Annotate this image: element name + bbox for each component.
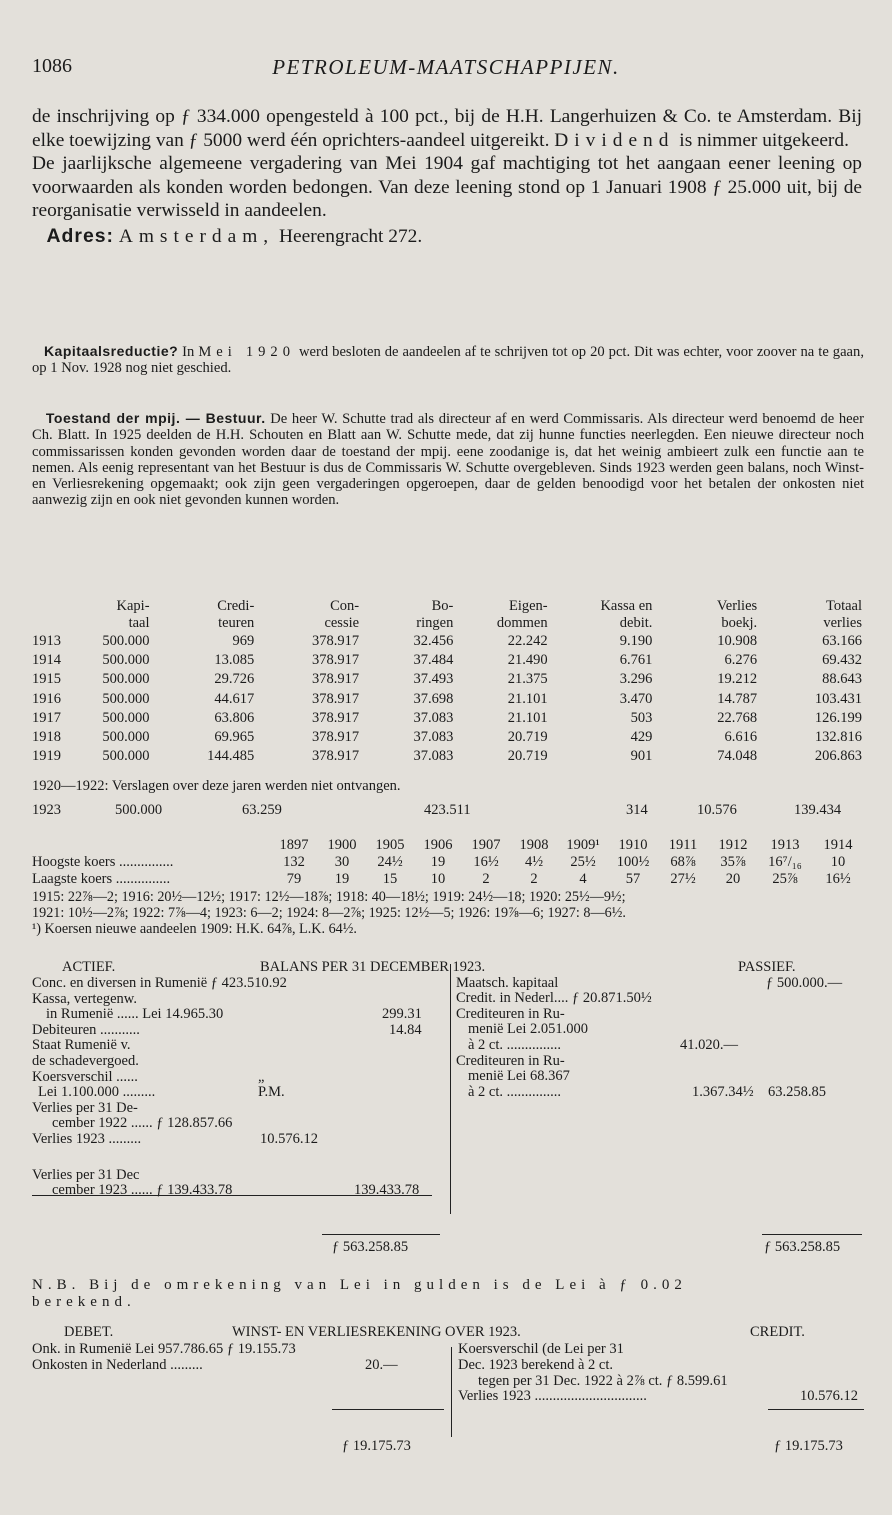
table-cell: 4 — [579, 871, 587, 887]
statement-line: à 2 ct. ............... — [468, 1083, 562, 1100]
table-cell: 19.212 — [717, 671, 758, 688]
table-cell: 1914 — [823, 837, 853, 853]
table-cell: 1900 — [327, 837, 357, 853]
table-cell: 1914 — [32, 652, 61, 669]
table-cell: 1906 — [423, 837, 453, 853]
table-cell: 69.432 — [822, 652, 862, 669]
table-cell: 79 — [286, 871, 302, 887]
table-cell: 901 — [630, 748, 653, 765]
statement-line: „ — [258, 1068, 265, 1085]
address-line — [32, 225, 862, 249]
statement-line: Dec. 1923 berekend à 2 ct. — [458, 1356, 614, 1373]
table-cell: 21.375 — [507, 671, 548, 688]
table-cell: 25⅞ — [772, 871, 798, 887]
table-row — [30, 709, 864, 728]
table-cell: 144.485 — [207, 748, 255, 765]
table-cell: 3.470 — [619, 690, 653, 707]
balance-sheet — [32, 960, 864, 1260]
table-cell: 19 — [430, 854, 446, 870]
column-divider — [450, 964, 451, 1214]
table-cell: 15 — [382, 871, 398, 887]
table-cell: 6.276 — [724, 652, 758, 669]
statement-line: 299.31 — [382, 1006, 422, 1023]
column-header: Credi- — [217, 598, 255, 614]
statement-line: cember 1922 ...... ƒ 128.857.66 — [52, 1115, 233, 1132]
koers-laagste-row — [32, 871, 864, 888]
cell: 63.259 — [242, 802, 282, 818]
column-header: boekj. — [721, 615, 758, 631]
table-cell: 10 — [430, 871, 446, 887]
table-cell: 16½ — [473, 854, 499, 870]
column-header: Eigen- — [508, 598, 548, 614]
kapitaalsreductie-heading: Kapitaalsreductie? — [43, 343, 179, 359]
cell: 314 — [626, 802, 648, 818]
table-cell: 1916 — [32, 690, 61, 707]
financial-table — [30, 598, 864, 766]
statement-line: de schadevergoed. — [32, 1053, 139, 1069]
statement-line: Credit. in Nederl.... ƒ 20.871.50½ — [456, 990, 652, 1007]
credit-heading: CREDIT. — [750, 1324, 805, 1340]
debet-total: ƒ 19.175.73 — [342, 1438, 411, 1454]
column-header: ringen — [416, 615, 454, 631]
table-cell: 30 — [334, 854, 350, 870]
table-cell: 24½ — [377, 854, 403, 870]
table-cell: 3.296 — [619, 671, 653, 688]
divider — [768, 1409, 864, 1410]
table-cell: 29.726 — [214, 671, 255, 688]
column-header — [30, 615, 89, 632]
table-cell: 44.617 — [214, 690, 255, 707]
page-title: PETROLEUM-MAATSCHAPPIJEN. — [272, 55, 620, 79]
table-cell: 1910 — [618, 837, 648, 853]
statement-line: Kassa, vertegenw. — [32, 990, 137, 1007]
table-cell: 2 — [530, 871, 538, 887]
table-row — [30, 728, 864, 747]
row-label — [32, 837, 270, 854]
table-row — [30, 632, 864, 651]
statement-line: 10.576.12 — [800, 1388, 858, 1405]
table-row — [30, 670, 864, 689]
statement-line: Staat Rumenië v. — [32, 1037, 131, 1054]
table-cell: 132.816 — [814, 729, 862, 746]
table-cell: 37.493 — [413, 671, 454, 688]
table-cell: 9.190 — [619, 633, 653, 649]
intro-paragraph-1 — [32, 105, 862, 152]
table-cell: 21.101 — [507, 709, 548, 726]
column-header: Kapi- — [116, 598, 150, 614]
table-cell: 27½ — [670, 871, 696, 887]
table-header-row — [30, 598, 864, 615]
table-cell: 378.917 — [311, 748, 360, 765]
table-cell: 68⅞ — [670, 854, 696, 870]
table-cell: 16⁷/₁₆ — [768, 854, 802, 870]
statement-line: Koersverschil (de Lei per 31 — [458, 1341, 624, 1357]
column-header: teuren — [218, 615, 255, 631]
table-cell: 500.000 — [102, 690, 150, 707]
table-cell: 37.083 — [413, 709, 454, 726]
profit-loss-heading: WINST- EN VERLIESREKENING OVER 1923. — [232, 1324, 521, 1340]
table-row — [30, 651, 864, 670]
table-cell: 21.101 — [507, 690, 548, 707]
intro-paragraph-2: De jaarlijksche algemeene vergadering van Mei 1904 gaf machtiging tot het aangaan eener leening op voorwaarden als konden worden bedongen. Van deze leening stond op 1 Januari 1908 ƒ 25.000 uit, bij de reorganisatie verwisseld in aandeelen. — [32, 153, 862, 222]
table-cell: 20 — [725, 871, 741, 887]
statement-line: tegen per 31 Dec. 1922 à 2⅞ ct. ƒ 8.599.61 — [478, 1372, 728, 1389]
table-cell: 37.083 — [413, 748, 454, 765]
kapitaal-text-b: werd besloten de aandeelen af te schrijven tot op 20 pct. Dit was echter, voor zoover na te gaan, op 1 Nov. 1928 nog niet geschied. — [32, 344, 864, 377]
table-row — [30, 690, 864, 709]
statement-line: à 2 ct. ............... — [468, 1037, 562, 1053]
table-cell: 1905 — [375, 837, 405, 853]
balance-heading: BALANS PER 31 DECEMBER 1923. — [260, 959, 486, 975]
table-cell: 63.806 — [214, 709, 255, 726]
table-cell: 126.199 — [814, 709, 862, 726]
table-cell: 100½ — [616, 854, 650, 870]
table-cell: 378.917 — [311, 652, 360, 669]
koers-hoogste-row — [32, 854, 864, 871]
table-cell: 500.000 — [102, 729, 150, 746]
table-cell: 35⅞ — [720, 854, 746, 870]
kapitaal-date: Mei 1920 — [198, 344, 296, 360]
table-cell: 1909¹ — [566, 837, 600, 853]
page-number: 1086 — [32, 55, 72, 77]
table-cell: 13.085 — [214, 652, 255, 669]
column-header: Kassa en — [600, 598, 653, 614]
statement-line: P.M. — [258, 1084, 285, 1101]
table-row — [30, 747, 864, 766]
statement-line: Crediteuren in Ru- — [456, 1052, 565, 1069]
page-header — [32, 55, 860, 83]
table-cell: 103.431 — [814, 690, 862, 707]
statement-line: Verlies per 31 Dec — [32, 1166, 140, 1183]
table-cell: 1918 — [32, 729, 61, 746]
statement-line: ƒ 500.000.— — [766, 974, 843, 991]
table-cell: 1913 — [770, 837, 800, 853]
table-cell: 1915 — [32, 671, 61, 688]
table-cell: 378.917 — [311, 671, 360, 688]
column-header: Con- — [330, 598, 360, 614]
table-cell: 4½ — [524, 854, 544, 870]
column-header — [30, 598, 89, 615]
table-cell: 14.787 — [717, 690, 758, 707]
debet-heading: DEBET. — [64, 1324, 114, 1340]
credit-total: ƒ 19.175.73 — [774, 1438, 843, 1454]
statement-line: Maatsch. kapitaal — [456, 974, 559, 991]
table-cell: 378.917 — [311, 709, 360, 726]
table-cell: 500.000 — [102, 748, 150, 765]
intro-text-a: de inschrijving op ƒ 334.000 opengesteld à 100 pct., bij de H.H. Langerhuizen & Co. te Amsterdam. Bij elke toewijzing van ƒ 5000 werd één oprichters-aandeel uitgereikt. — [32, 106, 862, 151]
divider — [322, 1234, 440, 1235]
toestand-text: De heer W. Schutte trad als directeur af en werd Commissaris. Als directeur werd benoemd de heer Ch. Blatt. In 1925 deelden de H.H. Schouten en Blatt aan W. Schutte mede, dat zij hunne functies neerlegden. Een nieuwe directeur noch commissarissen konden gevonden worden daar de toestand der mpij. eene zoodanige is, dat het weinig ambieert zulk een functie aan te nemen. Als eenig representant van het Bestuur is dus de Commissaris W. Schutte overgebleven. Sinds 1923 werden geen balans, noch Winst- en Verliesrekening opgemaakt; ook zijn geen vergaderingen opgeroepen, daar de gelden benoodigd voor het betalen der onkosten niet aanwezig zijn en ook niet gevonden kunnen worden. — [32, 411, 864, 509]
table-cell: 1907 — [471, 837, 501, 853]
statement-line: 1.367.34½ — [692, 1083, 754, 1100]
row-label: Hoogste koers ............... — [32, 854, 174, 870]
table-cell: 88.643 — [822, 671, 862, 688]
table-cell: 37.083 — [413, 729, 454, 746]
statement-line: 41.020.— — [680, 1037, 738, 1053]
table-cell: 429 — [630, 729, 653, 746]
table-cell: 500.000 — [102, 671, 150, 688]
passief-total: ƒ 563.258.85 — [764, 1239, 841, 1255]
table-cell: 1917 — [32, 709, 61, 726]
statement-line: Conc. en diversen in Rumenië ƒ 423.510.92 — [32, 975, 287, 991]
nb-note — [32, 1277, 864, 1311]
passief-heading: PASSIEF. — [738, 959, 796, 975]
table-cell: 21.490 — [507, 652, 548, 669]
table-cell: 969 — [232, 633, 255, 649]
table-cell: 37.484 — [413, 652, 454, 669]
table-cell: 6.761 — [619, 652, 653, 669]
column-header: Totaal — [825, 598, 862, 614]
table-cell: 6.616 — [724, 729, 758, 746]
table-cell: 2 — [482, 871, 490, 887]
koersen-notes — [32, 889, 864, 937]
statement-line: 10.576.12 — [260, 1131, 318, 1147]
column-divider — [451, 1347, 452, 1437]
table-cell: 1897 — [279, 837, 309, 853]
column-header: debit. — [619, 615, 653, 631]
statement-line: Verlies per 31 De- — [32, 1099, 138, 1116]
toestand-section — [32, 410, 864, 509]
table-cell: 74.048 — [717, 748, 758, 765]
table-cell: 378.917 — [311, 690, 360, 707]
table-cell: 25½ — [570, 854, 596, 870]
cell: 10.576 — [697, 802, 737, 818]
address-label: Adres: — [46, 224, 114, 247]
nb-text: N.B. Bij de omrekening van Lei in gulden is de Lei à ƒ 0.02 — [32, 1277, 687, 1293]
divider — [332, 1409, 444, 1410]
table-cell: 1919 — [32, 748, 61, 765]
column-header: taal — [128, 615, 150, 631]
statement-line: Onkosten in Nederland ......... — [32, 1356, 203, 1373]
statement-line: cember 1923 ...... ƒ 139.433.78 — [52, 1182, 233, 1199]
statement-line: Lei 1.100.000 ......... — [38, 1084, 156, 1101]
table-cell: 22.768 — [717, 709, 758, 726]
table-cell: 69.965 — [214, 729, 255, 746]
column-header: cessie — [324, 615, 360, 631]
actief-heading: ACTIEF. — [62, 959, 116, 975]
table-cell: 16½ — [825, 871, 851, 887]
missing-reports-note: 1920—1922: Verslagen over deze jaren werden niet ontvangen. — [32, 778, 401, 794]
statement-line: 14.84 — [389, 1021, 422, 1038]
statement-line: Debiteuren ........... — [32, 1021, 140, 1038]
table-cell: 503 — [630, 709, 653, 726]
statement-line: 63.258.85 — [768, 1083, 826, 1100]
intro-text — [32, 105, 862, 249]
table-cell: 1912 — [718, 837, 748, 853]
table-cell: 1908 — [519, 837, 549, 853]
actief-total: ƒ 563.258.85 — [332, 1239, 409, 1255]
table-cell: 132 — [283, 854, 305, 870]
divider — [32, 1195, 432, 1196]
column-header: Verlies — [716, 598, 758, 614]
table-cell: 19 — [334, 871, 350, 887]
cell: 423.511 — [424, 802, 471, 818]
table-cell: 20.719 — [507, 729, 548, 746]
koersen-table — [32, 837, 864, 888]
table-cell: 1913 — [32, 633, 61, 649]
statement-line: 139.433.78 — [354, 1182, 420, 1199]
column-header: Bo- — [431, 598, 454, 614]
toestand-heading: Toestand der mpij. — Bestuur. — [45, 410, 266, 426]
kapitaalsreductie-section — [32, 343, 864, 377]
statement-line: Verlies 1923 ............................... — [458, 1388, 647, 1405]
kapitaal-text-a: In — [178, 344, 199, 360]
divider — [762, 1234, 862, 1235]
column-header: dommen — [496, 615, 548, 631]
row-label: Laagste koers ............... — [32, 871, 171, 887]
koersen-line-2: 1921: 10½—2⅞; 1922: 7⅞—4; 1923: 6—2; 1924: 8—2⅞; 1925: 12½—5; 1926: 19⅞—6; 1927: 8—6½. — [32, 905, 626, 921]
column-header: verlies — [823, 615, 862, 631]
table-cell: 1911 — [668, 837, 698, 853]
table-cell: 37.698 — [413, 690, 454, 707]
koers-years-row — [32, 837, 864, 854]
statement-line: Onk. in Rumenië Lei 957.786.65 ƒ 19.155.73 — [32, 1341, 296, 1357]
cell: 139.434 — [794, 802, 842, 818]
table-cell: 10.908 — [717, 633, 758, 649]
address-city: Amsterdam, — [118, 225, 275, 247]
table-cell: 63.166 — [822, 633, 862, 649]
address-street: Heerengracht 272. — [274, 225, 423, 247]
table-cell: 22.242 — [507, 633, 548, 649]
koersen-footnote: ¹) Koersen nieuwe aandeelen 1909: H.K. 64⅞, L.K. 64½. — [32, 921, 357, 937]
table-cell: 32.456 — [413, 633, 454, 649]
cell: 500.000 — [115, 802, 163, 818]
table-cell: 10 — [830, 854, 846, 870]
table-cell: 500.000 — [102, 652, 150, 669]
statement-line: menië Lei 2.051.000 — [468, 1021, 589, 1038]
statement-line: Koersverschil ...... — [32, 1068, 138, 1085]
table-cell: 378.917 — [311, 729, 360, 746]
table-cell: 20.719 — [507, 748, 548, 765]
cell: 1923 — [32, 802, 61, 818]
table-cell: 57 — [625, 871, 641, 887]
statement-line: menië Lei 68.367 — [468, 1068, 570, 1085]
intro-text-b: is nimmer uitgekeerd. — [674, 129, 849, 151]
statement-line: 20.— — [365, 1356, 398, 1373]
table-header-row — [30, 615, 864, 632]
table-cell: 500.000 — [102, 633, 150, 649]
table-cell: 500.000 — [102, 709, 150, 726]
table-cell: 206.863 — [814, 748, 862, 765]
statement-line: Verlies 1923 ......... — [32, 1131, 142, 1147]
statement-line: Crediteuren in Ru- — [456, 1005, 565, 1022]
profit-loss-statement — [32, 1325, 864, 1465]
table-cell: 378.917 — [311, 633, 360, 649]
intro-dividend: Dividend — [554, 129, 675, 151]
koersen-line-1: 1915: 22⅞—2; 1916: 20½—12½; 1917: 12½—18⅞; 1918: 40—18½; 1919: 24½—18; 1920: 25½—9½; — [32, 889, 626, 905]
statement-line: in Rumenië ...... Lei 14.965.30 — [46, 1006, 224, 1023]
nb-text-2: berekend. — [32, 1294, 136, 1310]
table-row-1923 — [32, 802, 864, 822]
